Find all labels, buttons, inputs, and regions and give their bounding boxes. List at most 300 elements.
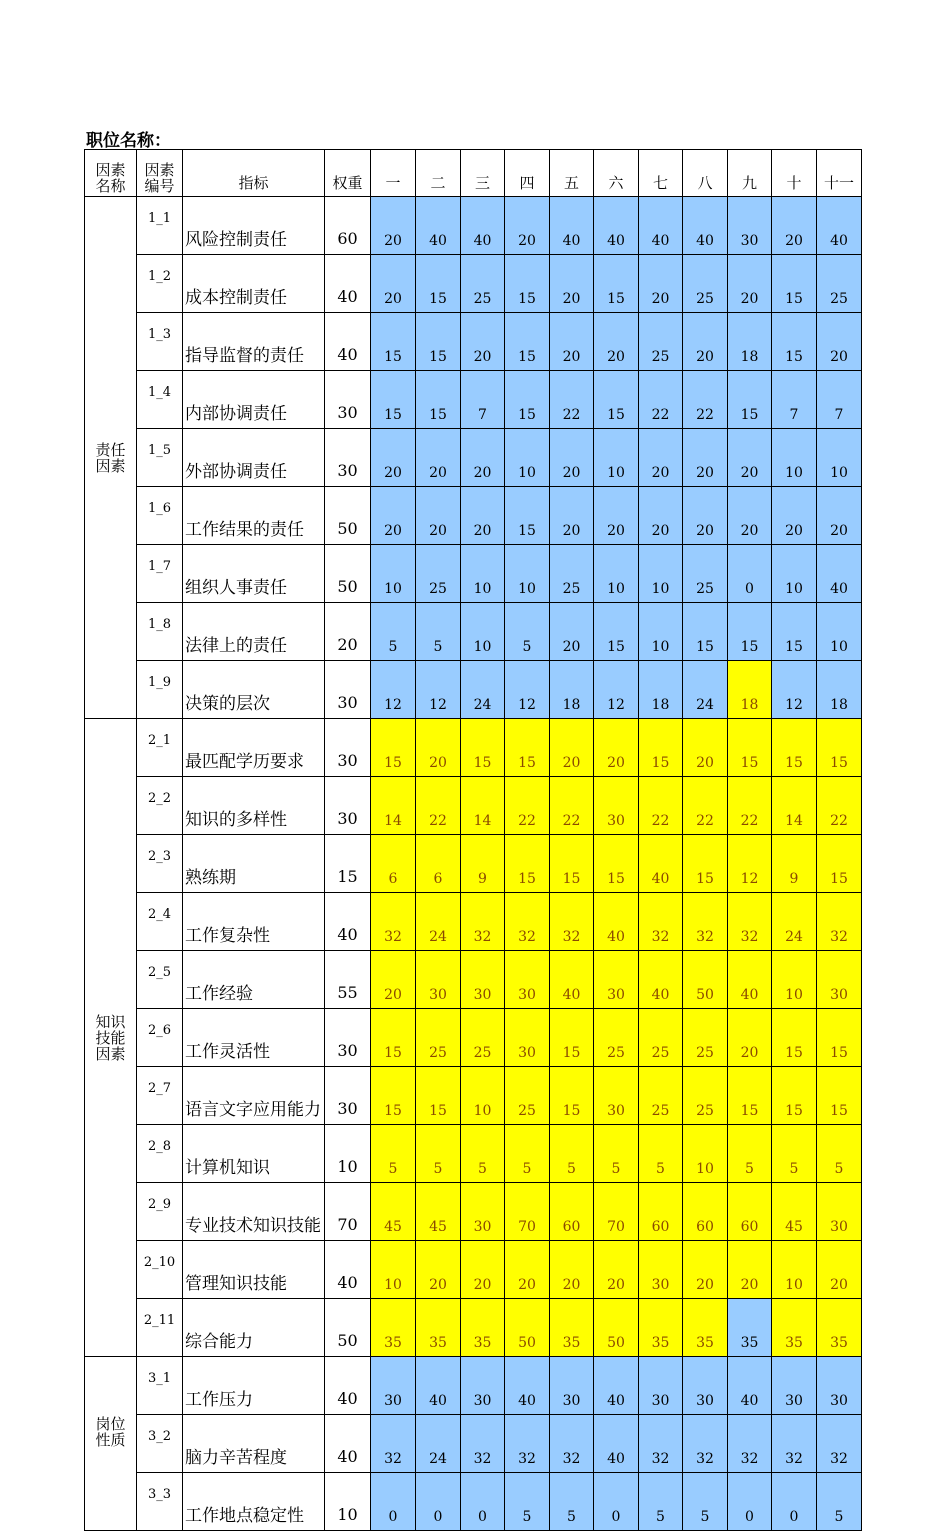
- score-cell[interactable]: 15: [550, 1067, 594, 1125]
- score-cell[interactable]: 10: [639, 603, 683, 661]
- score-cell[interactable]: 20: [416, 487, 461, 545]
- factor-code-cell[interactable]: 1_2: [137, 255, 183, 313]
- factor-code-cell[interactable]: 2_2: [137, 777, 183, 835]
- indicator-cell[interactable]: 综合能力: [183, 1299, 325, 1357]
- score-cell[interactable]: 15: [817, 1067, 862, 1125]
- score-cell[interactable]: 30: [817, 1183, 862, 1241]
- score-cell[interactable]: 35: [461, 1299, 505, 1357]
- score-cell[interactable]: 10: [772, 1241, 817, 1299]
- score-cell[interactable]: 40: [505, 1357, 550, 1415]
- weight-cell[interactable]: 40: [325, 313, 371, 371]
- weight-cell[interactable]: 30: [325, 1067, 371, 1125]
- score-cell[interactable]: 15: [505, 719, 550, 777]
- score-cell[interactable]: 10: [772, 429, 817, 487]
- score-cell[interactable]: 20: [461, 1241, 505, 1299]
- score-cell[interactable]: 15: [728, 1067, 772, 1125]
- score-cell[interactable]: 30: [550, 1357, 594, 1415]
- score-cell[interactable]: 60: [550, 1183, 594, 1241]
- factor-code-cell[interactable]: 2_6: [137, 1009, 183, 1067]
- score-cell[interactable]: 5: [639, 1473, 683, 1531]
- score-cell[interactable]: 20: [683, 313, 728, 371]
- score-cell[interactable]: 25: [639, 1067, 683, 1125]
- score-cell[interactable]: 15: [371, 313, 416, 371]
- score-cell[interactable]: 20: [550, 313, 594, 371]
- score-cell[interactable]: 30: [461, 1357, 505, 1415]
- score-cell[interactable]: 40: [550, 951, 594, 1009]
- factor-code-cell[interactable]: 1_5: [137, 429, 183, 487]
- score-cell[interactable]: 15: [817, 835, 862, 893]
- score-cell[interactable]: 40: [817, 545, 862, 603]
- score-cell[interactable]: 20: [550, 429, 594, 487]
- factor-code-cell[interactable]: 2_3: [137, 835, 183, 893]
- score-cell[interactable]: 5: [728, 1125, 772, 1183]
- score-cell[interactable]: 10: [772, 545, 817, 603]
- score-cell[interactable]: 22: [817, 777, 862, 835]
- score-cell[interactable]: 32: [371, 1415, 416, 1473]
- score-cell[interactable]: 20: [728, 429, 772, 487]
- score-cell[interactable]: 32: [683, 893, 728, 951]
- score-cell[interactable]: 15: [594, 835, 639, 893]
- score-cell[interactable]: 10: [817, 429, 862, 487]
- factor-code-cell[interactable]: 2_5: [137, 951, 183, 1009]
- score-cell[interactable]: 20: [772, 197, 817, 255]
- score-cell[interactable]: 15: [728, 603, 772, 661]
- score-cell[interactable]: 15: [594, 603, 639, 661]
- indicator-cell[interactable]: 工作灵活性: [183, 1009, 325, 1067]
- weight-cell[interactable]: 30: [325, 661, 371, 719]
- score-cell[interactable]: 25: [594, 1009, 639, 1067]
- score-cell[interactable]: 40: [594, 1415, 639, 1473]
- score-cell[interactable]: 15: [683, 603, 728, 661]
- factor-code-cell[interactable]: 2_7: [137, 1067, 183, 1125]
- score-cell[interactable]: 15: [416, 1067, 461, 1125]
- score-cell[interactable]: 5: [416, 1125, 461, 1183]
- score-cell[interactable]: 12: [505, 661, 550, 719]
- score-cell[interactable]: 7: [772, 371, 817, 429]
- score-cell[interactable]: 25: [683, 1067, 728, 1125]
- factor-code-cell[interactable]: 1_9: [137, 661, 183, 719]
- score-cell[interactable]: 18: [550, 661, 594, 719]
- weight-cell[interactable]: 10: [325, 1473, 371, 1531]
- factor-code-cell[interactable]: 2_11: [137, 1299, 183, 1357]
- score-cell[interactable]: 40: [639, 951, 683, 1009]
- score-cell[interactable]: 24: [683, 661, 728, 719]
- indicator-cell[interactable]: 工作复杂性: [183, 893, 325, 951]
- score-cell[interactable]: 5: [550, 1125, 594, 1183]
- score-cell[interactable]: 0: [371, 1473, 416, 1531]
- score-cell[interactable]: 20: [550, 487, 594, 545]
- indicator-cell[interactable]: 管理知识技能: [183, 1241, 325, 1299]
- score-cell[interactable]: 40: [683, 197, 728, 255]
- score-cell[interactable]: 30: [461, 1183, 505, 1241]
- factor-code-cell[interactable]: 2_8: [137, 1125, 183, 1183]
- score-cell[interactable]: 35: [683, 1299, 728, 1357]
- score-cell[interactable]: 15: [728, 719, 772, 777]
- score-cell[interactable]: 5: [505, 1125, 550, 1183]
- score-cell[interactable]: 20: [371, 487, 416, 545]
- indicator-cell[interactable]: 脑力辛苦程度: [183, 1415, 325, 1473]
- indicator-cell[interactable]: 风险控制责任: [183, 197, 325, 255]
- score-cell[interactable]: 20: [728, 255, 772, 313]
- score-cell[interactable]: 5: [683, 1473, 728, 1531]
- score-cell[interactable]: 20: [639, 255, 683, 313]
- score-cell[interactable]: 0: [461, 1473, 505, 1531]
- score-cell[interactable]: 40: [594, 1357, 639, 1415]
- weight-cell[interactable]: 55: [325, 951, 371, 1009]
- score-cell[interactable]: 30: [817, 1357, 862, 1415]
- score-cell[interactable]: 20: [461, 487, 505, 545]
- score-cell[interactable]: 32: [817, 1415, 862, 1473]
- score-cell[interactable]: 0: [594, 1473, 639, 1531]
- score-cell[interactable]: 20: [817, 1241, 862, 1299]
- score-cell[interactable]: 0: [728, 545, 772, 603]
- score-cell[interactable]: 20: [461, 313, 505, 371]
- score-cell[interactable]: 14: [461, 777, 505, 835]
- score-cell[interactable]: 25: [683, 1009, 728, 1067]
- score-cell[interactable]: 15: [416, 255, 461, 313]
- score-cell[interactable]: 25: [817, 255, 862, 313]
- score-cell[interactable]: 5: [416, 603, 461, 661]
- score-cell[interactable]: 40: [594, 893, 639, 951]
- indicator-cell[interactable]: 语言文字应用能力: [183, 1067, 325, 1125]
- score-cell[interactable]: 15: [594, 255, 639, 313]
- factor-code-cell[interactable]: 1_6: [137, 487, 183, 545]
- weight-cell[interactable]: 30: [325, 719, 371, 777]
- score-cell[interactable]: 30: [817, 951, 862, 1009]
- factor-code-cell[interactable]: 1_7: [137, 545, 183, 603]
- score-cell[interactable]: 15: [371, 1067, 416, 1125]
- score-cell[interactable]: 9: [772, 835, 817, 893]
- weight-cell[interactable]: 15: [325, 835, 371, 893]
- score-cell[interactable]: 40: [639, 835, 683, 893]
- score-cell[interactable]: 40: [550, 197, 594, 255]
- weight-cell[interactable]: 40: [325, 893, 371, 951]
- score-cell[interactable]: 30: [594, 1067, 639, 1125]
- score-cell[interactable]: 22: [550, 371, 594, 429]
- factor-code-cell[interactable]: 3_1: [137, 1357, 183, 1415]
- indicator-cell[interactable]: 知识的多样性: [183, 777, 325, 835]
- weight-cell[interactable]: 10: [325, 1125, 371, 1183]
- score-cell[interactable]: 70: [594, 1183, 639, 1241]
- weight-cell[interactable]: 40: [325, 1357, 371, 1415]
- score-cell[interactable]: 20: [371, 429, 416, 487]
- score-cell[interactable]: 32: [639, 1415, 683, 1473]
- weight-cell[interactable]: 40: [325, 255, 371, 313]
- score-cell[interactable]: 40: [639, 197, 683, 255]
- score-cell[interactable]: 35: [728, 1299, 772, 1357]
- score-cell[interactable]: 10: [639, 545, 683, 603]
- score-cell[interactable]: 50: [683, 951, 728, 1009]
- score-cell[interactable]: 5: [461, 1125, 505, 1183]
- score-cell[interactable]: 20: [416, 429, 461, 487]
- indicator-cell[interactable]: 指导监督的责任: [183, 313, 325, 371]
- score-cell[interactable]: 10: [371, 545, 416, 603]
- score-cell[interactable]: 30: [683, 1357, 728, 1415]
- score-cell[interactable]: 15: [772, 1009, 817, 1067]
- score-cell[interactable]: 30: [639, 1357, 683, 1415]
- score-cell[interactable]: 12: [772, 661, 817, 719]
- score-cell[interactable]: 20: [728, 1241, 772, 1299]
- score-cell[interactable]: 5: [639, 1125, 683, 1183]
- factor-code-cell[interactable]: 1_3: [137, 313, 183, 371]
- score-cell[interactable]: 12: [416, 661, 461, 719]
- indicator-cell[interactable]: 外部协调责任: [183, 429, 325, 487]
- weight-cell[interactable]: 30: [325, 1009, 371, 1067]
- score-cell[interactable]: 20: [683, 429, 728, 487]
- score-cell[interactable]: 22: [416, 777, 461, 835]
- score-cell[interactable]: 5: [817, 1473, 862, 1531]
- score-cell[interactable]: 15: [505, 835, 550, 893]
- score-cell[interactable]: 10: [461, 545, 505, 603]
- score-cell[interactable]: 22: [639, 777, 683, 835]
- indicator-cell[interactable]: 成本控制责任: [183, 255, 325, 313]
- score-cell[interactable]: 15: [505, 371, 550, 429]
- score-cell[interactable]: 15: [817, 1009, 862, 1067]
- score-cell[interactable]: 18: [817, 661, 862, 719]
- score-cell[interactable]: 12: [728, 835, 772, 893]
- score-cell[interactable]: 30: [505, 951, 550, 1009]
- score-cell[interactable]: 15: [594, 371, 639, 429]
- score-cell[interactable]: 24: [416, 893, 461, 951]
- weight-cell[interactable]: 30: [325, 777, 371, 835]
- indicator-cell[interactable]: 内部协调责任: [183, 371, 325, 429]
- score-cell[interactable]: 35: [416, 1299, 461, 1357]
- score-cell[interactable]: 25: [683, 545, 728, 603]
- score-cell[interactable]: 50: [505, 1299, 550, 1357]
- score-cell[interactable]: 14: [772, 777, 817, 835]
- indicator-cell[interactable]: 组织人事责任: [183, 545, 325, 603]
- score-cell[interactable]: 70: [505, 1183, 550, 1241]
- score-cell[interactable]: 15: [461, 719, 505, 777]
- weight-cell[interactable]: 40: [325, 1415, 371, 1473]
- factor-code-cell[interactable]: 1_4: [137, 371, 183, 429]
- score-cell[interactable]: 22: [505, 777, 550, 835]
- score-cell[interactable]: 0: [416, 1473, 461, 1531]
- score-cell[interactable]: 22: [639, 371, 683, 429]
- weight-cell[interactable]: 60: [325, 197, 371, 255]
- score-cell[interactable]: 60: [728, 1183, 772, 1241]
- score-cell[interactable]: 30: [371, 1357, 416, 1415]
- score-cell[interactable]: 15: [505, 313, 550, 371]
- score-cell[interactable]: 5: [505, 1473, 550, 1531]
- score-cell[interactable]: 5: [371, 1125, 416, 1183]
- score-cell[interactable]: 32: [639, 893, 683, 951]
- score-cell[interactable]: 20: [683, 719, 728, 777]
- factor-code-cell[interactable]: 1_8: [137, 603, 183, 661]
- score-cell[interactable]: 15: [416, 313, 461, 371]
- score-cell[interactable]: 30: [461, 951, 505, 1009]
- score-cell[interactable]: 20: [416, 1241, 461, 1299]
- score-cell[interactable]: 50: [594, 1299, 639, 1357]
- indicator-cell[interactable]: 工作压力: [183, 1357, 325, 1415]
- score-cell[interactable]: 25: [461, 1009, 505, 1067]
- score-cell[interactable]: 20: [371, 951, 416, 1009]
- score-cell[interactable]: 40: [416, 197, 461, 255]
- score-cell[interactable]: 10: [594, 429, 639, 487]
- score-cell[interactable]: 20: [639, 429, 683, 487]
- score-cell[interactable]: 15: [683, 835, 728, 893]
- score-cell[interactable]: 20: [371, 255, 416, 313]
- score-cell[interactable]: 10: [772, 951, 817, 1009]
- score-cell[interactable]: 35: [550, 1299, 594, 1357]
- score-cell[interactable]: 15: [817, 719, 862, 777]
- score-cell[interactable]: 25: [461, 255, 505, 313]
- score-cell[interactable]: 32: [461, 1415, 505, 1473]
- factor-code-cell[interactable]: 3_3: [137, 1473, 183, 1531]
- score-cell[interactable]: 32: [550, 1415, 594, 1473]
- score-cell[interactable]: 10: [594, 545, 639, 603]
- score-cell[interactable]: 18: [639, 661, 683, 719]
- weight-cell[interactable]: 70: [325, 1183, 371, 1241]
- score-cell[interactable]: 25: [639, 313, 683, 371]
- score-cell[interactable]: 40: [728, 1357, 772, 1415]
- score-cell[interactable]: 40: [817, 197, 862, 255]
- score-cell[interactable]: 25: [683, 255, 728, 313]
- score-cell[interactable]: 15: [639, 719, 683, 777]
- score-cell[interactable]: 20: [728, 487, 772, 545]
- indicator-cell[interactable]: 工作经验: [183, 951, 325, 1009]
- factor-code-cell[interactable]: 2_1: [137, 719, 183, 777]
- score-cell[interactable]: 15: [772, 603, 817, 661]
- score-cell[interactable]: 15: [505, 487, 550, 545]
- score-cell[interactable]: 10: [461, 1067, 505, 1125]
- score-cell[interactable]: 32: [461, 893, 505, 951]
- score-cell[interactable]: 5: [772, 1125, 817, 1183]
- score-cell[interactable]: 10: [683, 1125, 728, 1183]
- score-cell[interactable]: 10: [817, 603, 862, 661]
- score-cell[interactable]: 22: [683, 371, 728, 429]
- score-cell[interactable]: 24: [416, 1415, 461, 1473]
- score-cell[interactable]: 15: [371, 719, 416, 777]
- score-cell[interactable]: 20: [683, 487, 728, 545]
- score-cell[interactable]: 18: [728, 313, 772, 371]
- score-cell[interactable]: 45: [772, 1183, 817, 1241]
- score-cell[interactable]: 20: [683, 1241, 728, 1299]
- score-cell[interactable]: 15: [371, 1009, 416, 1067]
- score-cell[interactable]: 20: [594, 719, 639, 777]
- score-cell[interactable]: 12: [594, 661, 639, 719]
- score-cell[interactable]: 7: [461, 371, 505, 429]
- score-cell[interactable]: 40: [594, 197, 639, 255]
- score-cell[interactable]: 35: [772, 1299, 817, 1357]
- factor-code-cell[interactable]: 3_2: [137, 1415, 183, 1473]
- score-cell[interactable]: 24: [461, 661, 505, 719]
- score-cell[interactable]: 30: [594, 951, 639, 1009]
- score-cell[interactable]: 20: [371, 197, 416, 255]
- score-cell[interactable]: 25: [550, 545, 594, 603]
- score-cell[interactable]: 32: [550, 893, 594, 951]
- score-cell[interactable]: 20: [594, 487, 639, 545]
- score-cell[interactable]: 25: [505, 1067, 550, 1125]
- score-cell[interactable]: 25: [416, 545, 461, 603]
- score-cell[interactable]: 10: [461, 603, 505, 661]
- factor-code-cell[interactable]: 2_10: [137, 1241, 183, 1299]
- score-cell[interactable]: 32: [728, 893, 772, 951]
- score-cell[interactable]: 15: [772, 1067, 817, 1125]
- score-cell[interactable]: 15: [550, 1009, 594, 1067]
- score-cell[interactable]: 20: [461, 429, 505, 487]
- score-cell[interactable]: 32: [683, 1415, 728, 1473]
- score-cell[interactable]: 5: [594, 1125, 639, 1183]
- score-cell[interactable]: 7: [817, 371, 862, 429]
- score-cell[interactable]: 40: [461, 197, 505, 255]
- score-cell[interactable]: 22: [728, 777, 772, 835]
- score-cell[interactable]: 15: [550, 835, 594, 893]
- score-cell[interactable]: 30: [728, 197, 772, 255]
- score-cell[interactable]: 45: [371, 1183, 416, 1241]
- score-cell[interactable]: 15: [371, 371, 416, 429]
- score-cell[interactable]: 20: [416, 719, 461, 777]
- factor-code-cell[interactable]: 2_9: [137, 1183, 183, 1241]
- score-cell[interactable]: 30: [594, 777, 639, 835]
- score-cell[interactable]: 32: [371, 893, 416, 951]
- score-cell[interactable]: 15: [772, 255, 817, 313]
- indicator-cell[interactable]: 工作结果的责任: [183, 487, 325, 545]
- weight-cell[interactable]: 30: [325, 371, 371, 429]
- indicator-cell[interactable]: 最匹配学历要求: [183, 719, 325, 777]
- weight-cell[interactable]: 40: [325, 1241, 371, 1299]
- indicator-cell[interactable]: 计算机知识: [183, 1125, 325, 1183]
- score-cell[interactable]: 5: [505, 603, 550, 661]
- score-cell[interactable]: 32: [817, 893, 862, 951]
- score-cell[interactable]: 15: [416, 371, 461, 429]
- score-cell[interactable]: 32: [772, 1415, 817, 1473]
- score-cell[interactable]: 20: [550, 1241, 594, 1299]
- score-cell[interactable]: 20: [594, 313, 639, 371]
- score-cell[interactable]: 6: [371, 835, 416, 893]
- score-cell[interactable]: 32: [505, 893, 550, 951]
- weight-cell[interactable]: 30: [325, 429, 371, 487]
- score-cell[interactable]: 6: [416, 835, 461, 893]
- score-cell[interactable]: 30: [772, 1357, 817, 1415]
- score-cell[interactable]: 20: [550, 255, 594, 313]
- score-cell[interactable]: 22: [683, 777, 728, 835]
- score-cell[interactable]: 20: [728, 1009, 772, 1067]
- score-cell[interactable]: 15: [772, 719, 817, 777]
- score-cell[interactable]: 10: [505, 429, 550, 487]
- indicator-cell[interactable]: 专业技术知识技能: [183, 1183, 325, 1241]
- score-cell[interactable]: 12: [371, 661, 416, 719]
- score-cell[interactable]: 30: [639, 1241, 683, 1299]
- factor-code-cell[interactable]: 2_4: [137, 893, 183, 951]
- score-cell[interactable]: 10: [371, 1241, 416, 1299]
- score-cell[interactable]: 20: [817, 487, 862, 545]
- score-cell[interactable]: 5: [371, 603, 416, 661]
- score-cell[interactable]: 20: [817, 313, 862, 371]
- score-cell[interactable]: 60: [683, 1183, 728, 1241]
- score-cell[interactable]: 32: [728, 1415, 772, 1473]
- score-cell[interactable]: 0: [728, 1473, 772, 1531]
- score-cell[interactable]: 35: [817, 1299, 862, 1357]
- score-cell[interactable]: 25: [416, 1009, 461, 1067]
- weight-cell[interactable]: 50: [325, 545, 371, 603]
- score-cell[interactable]: 60: [639, 1183, 683, 1241]
- score-cell[interactable]: 35: [639, 1299, 683, 1357]
- score-cell[interactable]: 20: [550, 603, 594, 661]
- score-cell[interactable]: 15: [772, 313, 817, 371]
- indicator-cell[interactable]: 决策的层次: [183, 661, 325, 719]
- score-cell[interactable]: 15: [505, 255, 550, 313]
- score-cell[interactable]: 5: [817, 1125, 862, 1183]
- score-cell[interactable]: 22: [550, 777, 594, 835]
- indicator-cell[interactable]: 工作地点稳定性: [183, 1473, 325, 1531]
- weight-cell[interactable]: 50: [325, 1299, 371, 1357]
- score-cell[interactable]: 15: [728, 371, 772, 429]
- score-cell[interactable]: 9: [461, 835, 505, 893]
- score-cell[interactable]: 25: [639, 1009, 683, 1067]
- score-cell[interactable]: 18: [728, 661, 772, 719]
- indicator-cell[interactable]: 熟练期: [183, 835, 325, 893]
